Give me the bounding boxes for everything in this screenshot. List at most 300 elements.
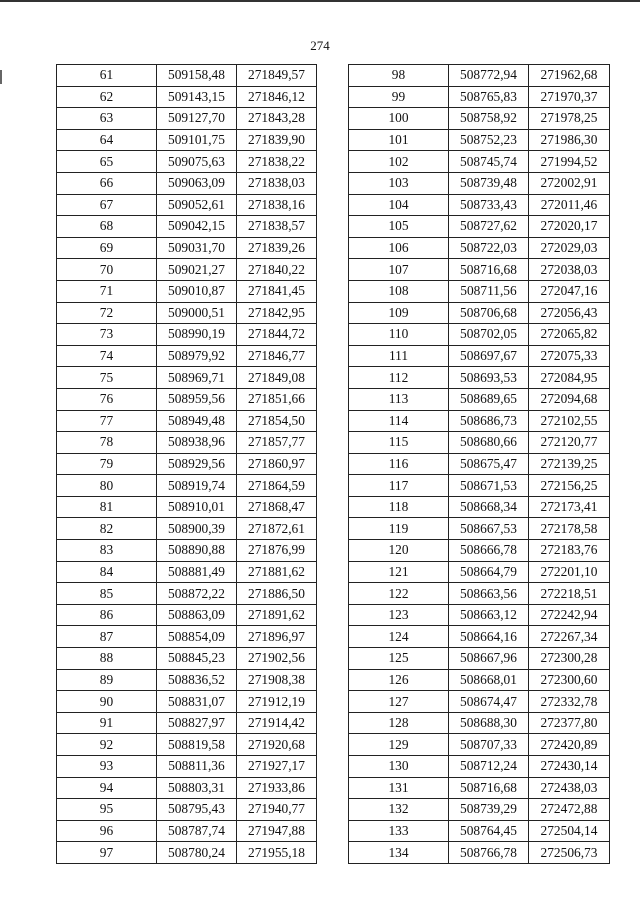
y-coordinate-cell: 271912,19 [237, 691, 317, 713]
y-coordinate-cell: 271838,22 [237, 151, 317, 173]
table-row [57, 345, 317, 367]
table-row [57, 475, 317, 497]
y-coordinate-cell: 271868,47 [237, 496, 317, 518]
table-row [349, 604, 610, 626]
coordinates-table-right-body [349, 65, 610, 864]
y-coordinate-cell: 271947,88 [237, 820, 317, 842]
y-coordinate-cell: 271986,30 [529, 129, 610, 151]
table-row [349, 626, 610, 648]
y-coordinate-cell: 271920,68 [237, 734, 317, 756]
y-coordinate-cell: 271841,45 [237, 280, 317, 302]
point-number-cell: 111 [349, 345, 449, 367]
point-number-cell: 88 [57, 648, 157, 670]
y-coordinate-cell: 272504,14 [529, 820, 610, 842]
point-number-cell: 86 [57, 604, 157, 626]
table-row [57, 820, 317, 842]
y-coordinate-cell: 272178,58 [529, 518, 610, 540]
y-coordinate-cell: 272438,03 [529, 777, 610, 799]
x-coordinate-cell: 509063,09 [157, 172, 237, 194]
x-coordinate-cell: 508910,01 [157, 496, 237, 518]
x-coordinate-cell: 508716,68 [449, 259, 529, 281]
x-coordinate-cell: 508872,22 [157, 583, 237, 605]
x-coordinate-cell: 508664,16 [449, 626, 529, 648]
point-number-cell: 81 [57, 496, 157, 518]
table-row [349, 86, 610, 108]
x-coordinate-cell: 508663,12 [449, 604, 529, 626]
x-coordinate-cell: 508772,94 [449, 65, 529, 87]
table-row [349, 669, 610, 691]
y-coordinate-cell: 271876,99 [237, 540, 317, 562]
y-coordinate-cell: 271962,68 [529, 65, 610, 87]
y-coordinate-cell: 272183,76 [529, 540, 610, 562]
y-coordinate-cell: 271857,77 [237, 432, 317, 454]
x-coordinate-cell: 508667,53 [449, 518, 529, 540]
table-row [57, 561, 317, 583]
point-number-cell: 63 [57, 108, 157, 130]
x-coordinate-cell: 508722,03 [449, 237, 529, 259]
x-coordinate-cell: 508733,43 [449, 194, 529, 216]
x-coordinate-cell: 508689,65 [449, 388, 529, 410]
x-coordinate-cell: 509143,15 [157, 86, 237, 108]
x-coordinate-cell: 508969,71 [157, 367, 237, 389]
y-coordinate-cell: 272002,91 [529, 172, 610, 194]
table-row [349, 324, 610, 346]
table-row [57, 583, 317, 605]
point-number-cell: 79 [57, 453, 157, 475]
table-row [57, 453, 317, 475]
x-coordinate-cell: 508712,24 [449, 756, 529, 778]
table-row [349, 540, 610, 562]
x-coordinate-cell: 508674,47 [449, 691, 529, 713]
point-number-cell: 115 [349, 432, 449, 454]
point-number-cell: 132 [349, 799, 449, 821]
margin-mark [0, 70, 2, 84]
table-row [57, 604, 317, 626]
x-coordinate-cell: 508668,01 [449, 669, 529, 691]
y-coordinate-cell: 272094,68 [529, 388, 610, 410]
x-coordinate-cell: 508949,48 [157, 410, 237, 432]
table-row [57, 237, 317, 259]
y-coordinate-cell: 272156,25 [529, 475, 610, 497]
x-coordinate-cell: 508780,24 [157, 842, 237, 864]
x-coordinate-cell: 508959,56 [157, 388, 237, 410]
y-coordinate-cell: 271978,25 [529, 108, 610, 130]
x-coordinate-cell: 508686,73 [449, 410, 529, 432]
x-coordinate-cell: 509101,75 [157, 129, 237, 151]
point-number-cell: 67 [57, 194, 157, 216]
x-coordinate-cell: 508745,74 [449, 151, 529, 173]
table-row [57, 129, 317, 151]
page-number: 274 [310, 38, 330, 53]
table-row [57, 648, 317, 670]
point-number-cell: 112 [349, 367, 449, 389]
y-coordinate-cell: 271844,72 [237, 324, 317, 346]
x-coordinate-cell: 508707,33 [449, 734, 529, 756]
y-coordinate-cell: 271902,56 [237, 648, 317, 670]
table-row [57, 151, 317, 173]
y-coordinate-cell: 271854,50 [237, 410, 317, 432]
point-number-cell: 85 [57, 583, 157, 605]
table-row [349, 496, 610, 518]
y-coordinate-cell: 271933,86 [237, 777, 317, 799]
point-number-cell: 133 [349, 820, 449, 842]
table-row [349, 518, 610, 540]
y-coordinate-cell: 271970,37 [529, 86, 610, 108]
table-row [57, 756, 317, 778]
point-number-cell: 113 [349, 388, 449, 410]
x-coordinate-cell: 508819,58 [157, 734, 237, 756]
table-row [57, 734, 317, 756]
table-row [57, 388, 317, 410]
x-coordinate-cell: 508795,43 [157, 799, 237, 821]
point-number-cell: 129 [349, 734, 449, 756]
point-number-cell: 131 [349, 777, 449, 799]
table-row [349, 108, 610, 130]
point-number-cell: 98 [349, 65, 449, 87]
point-number-cell: 118 [349, 496, 449, 518]
x-coordinate-cell: 508706,68 [449, 302, 529, 324]
x-coordinate-cell: 508881,49 [157, 561, 237, 583]
y-coordinate-cell: 271955,18 [237, 842, 317, 864]
point-number-cell: 130 [349, 756, 449, 778]
y-coordinate-cell: 272029,03 [529, 237, 610, 259]
point-number-cell: 120 [349, 540, 449, 562]
point-number-cell: 95 [57, 799, 157, 821]
x-coordinate-cell: 508831,07 [157, 691, 237, 713]
table-row [349, 475, 610, 497]
point-number-cell: 94 [57, 777, 157, 799]
y-coordinate-cell: 272332,78 [529, 691, 610, 713]
point-number-cell: 90 [57, 691, 157, 713]
y-coordinate-cell: 271838,57 [237, 216, 317, 238]
table-row [57, 65, 317, 87]
y-coordinate-cell: 272300,60 [529, 669, 610, 691]
y-coordinate-cell: 272201,10 [529, 561, 610, 583]
table-row [349, 237, 610, 259]
point-number-cell: 74 [57, 345, 157, 367]
x-coordinate-cell: 508836,52 [157, 669, 237, 691]
point-number-cell: 114 [349, 410, 449, 432]
y-coordinate-cell: 271860,97 [237, 453, 317, 475]
point-number-cell: 110 [349, 324, 449, 346]
point-number-cell: 102 [349, 151, 449, 173]
point-number-cell: 123 [349, 604, 449, 626]
y-coordinate-cell: 272218,51 [529, 583, 610, 605]
x-coordinate-cell: 508668,34 [449, 496, 529, 518]
x-coordinate-cell: 508854,09 [157, 626, 237, 648]
table-row [57, 86, 317, 108]
table-row [349, 216, 610, 238]
x-coordinate-cell: 508671,53 [449, 475, 529, 497]
point-number-cell: 64 [57, 129, 157, 151]
y-coordinate-cell: 272430,14 [529, 756, 610, 778]
y-coordinate-cell: 271849,57 [237, 65, 317, 87]
table-row [57, 259, 317, 281]
table-row [349, 302, 610, 324]
table-row [57, 540, 317, 562]
table-row [349, 648, 610, 670]
x-coordinate-cell: 509158,48 [157, 65, 237, 87]
table-row [349, 259, 610, 281]
y-coordinate-cell: 271838,03 [237, 172, 317, 194]
point-number-cell: 77 [57, 410, 157, 432]
y-coordinate-cell: 271896,97 [237, 626, 317, 648]
table-row [349, 432, 610, 454]
x-coordinate-cell: 508716,68 [449, 777, 529, 799]
y-coordinate-cell: 272020,17 [529, 216, 610, 238]
point-number-cell: 109 [349, 302, 449, 324]
table-row [57, 367, 317, 389]
y-coordinate-cell: 272038,03 [529, 259, 610, 281]
table-row [57, 432, 317, 454]
point-number-cell: 97 [57, 842, 157, 864]
point-number-cell: 72 [57, 302, 157, 324]
y-coordinate-cell: 271872,61 [237, 518, 317, 540]
x-coordinate-cell: 508675,47 [449, 453, 529, 475]
x-coordinate-cell: 509075,63 [157, 151, 237, 173]
point-number-cell: 96 [57, 820, 157, 842]
point-number-cell: 127 [349, 691, 449, 713]
point-number-cell: 92 [57, 734, 157, 756]
point-number-cell: 107 [349, 259, 449, 281]
table-row [349, 172, 610, 194]
point-number-cell: 65 [57, 151, 157, 173]
x-coordinate-cell: 508764,45 [449, 820, 529, 842]
x-coordinate-cell: 508663,56 [449, 583, 529, 605]
point-number-cell: 69 [57, 237, 157, 259]
table-row [57, 324, 317, 346]
y-coordinate-cell: 272065,82 [529, 324, 610, 346]
point-number-cell: 108 [349, 280, 449, 302]
table-row [349, 65, 610, 87]
x-coordinate-cell: 508711,56 [449, 280, 529, 302]
point-number-cell: 117 [349, 475, 449, 497]
x-coordinate-cell: 508929,56 [157, 453, 237, 475]
point-number-cell: 68 [57, 216, 157, 238]
y-coordinate-cell: 271940,77 [237, 799, 317, 821]
y-coordinate-cell: 271891,62 [237, 604, 317, 626]
point-number-cell: 105 [349, 216, 449, 238]
x-coordinate-cell: 508688,30 [449, 712, 529, 734]
point-number-cell: 124 [349, 626, 449, 648]
table-row [349, 820, 610, 842]
table-row [349, 583, 610, 605]
point-number-cell: 66 [57, 172, 157, 194]
point-number-cell: 128 [349, 712, 449, 734]
x-coordinate-cell: 509010,87 [157, 280, 237, 302]
point-number-cell: 93 [57, 756, 157, 778]
table-row [349, 345, 610, 367]
coordinates-table-right [348, 64, 610, 864]
y-coordinate-cell: 271908,38 [237, 669, 317, 691]
table-row [349, 691, 610, 713]
point-number-cell: 116 [349, 453, 449, 475]
table-row [349, 410, 610, 432]
x-coordinate-cell: 508739,48 [449, 172, 529, 194]
x-coordinate-cell: 508765,83 [449, 86, 529, 108]
table-row [57, 691, 317, 713]
table-row [57, 626, 317, 648]
point-number-cell: 83 [57, 540, 157, 562]
y-coordinate-cell: 271994,52 [529, 151, 610, 173]
point-number-cell: 103 [349, 172, 449, 194]
y-coordinate-cell: 271927,17 [237, 756, 317, 778]
x-coordinate-cell: 508758,92 [449, 108, 529, 130]
table-row [349, 453, 610, 475]
x-coordinate-cell: 508766,78 [449, 842, 529, 864]
x-coordinate-cell: 509031,70 [157, 237, 237, 259]
y-coordinate-cell: 272242,94 [529, 604, 610, 626]
point-number-cell: 62 [57, 86, 157, 108]
x-coordinate-cell: 508803,31 [157, 777, 237, 799]
y-coordinate-cell: 272011,46 [529, 194, 610, 216]
x-coordinate-cell: 508845,23 [157, 648, 237, 670]
y-coordinate-cell: 271840,22 [237, 259, 317, 281]
point-number-cell: 119 [349, 518, 449, 540]
x-coordinate-cell: 508702,05 [449, 324, 529, 346]
x-coordinate-cell: 508919,74 [157, 475, 237, 497]
table-row [349, 712, 610, 734]
table-row [349, 194, 610, 216]
point-number-cell: 87 [57, 626, 157, 648]
point-number-cell: 75 [57, 367, 157, 389]
y-coordinate-cell: 271843,28 [237, 108, 317, 130]
point-number-cell: 89 [57, 669, 157, 691]
table-row [57, 194, 317, 216]
x-coordinate-cell: 509052,61 [157, 194, 237, 216]
table-row [57, 496, 317, 518]
x-coordinate-cell: 508900,39 [157, 518, 237, 540]
top-border-line [0, 0, 640, 2]
point-number-cell: 104 [349, 194, 449, 216]
table-row [349, 129, 610, 151]
x-coordinate-cell: 508890,88 [157, 540, 237, 562]
table-row [349, 777, 610, 799]
table-row [57, 302, 317, 324]
y-coordinate-cell: 272300,28 [529, 648, 610, 670]
x-coordinate-cell: 508739,29 [449, 799, 529, 821]
x-coordinate-cell: 509127,70 [157, 108, 237, 130]
table-row [349, 561, 610, 583]
table-row [349, 842, 610, 864]
table-row [57, 669, 317, 691]
point-number-cell: 134 [349, 842, 449, 864]
x-coordinate-cell: 509042,15 [157, 216, 237, 238]
point-number-cell: 101 [349, 129, 449, 151]
x-coordinate-cell: 508697,67 [449, 345, 529, 367]
table-row [57, 842, 317, 864]
y-coordinate-cell: 271846,77 [237, 345, 317, 367]
y-coordinate-cell: 271886,50 [237, 583, 317, 605]
table-row [57, 799, 317, 821]
y-coordinate-cell: 271914,42 [237, 712, 317, 734]
y-coordinate-cell: 272047,16 [529, 280, 610, 302]
y-coordinate-cell: 272267,34 [529, 626, 610, 648]
x-coordinate-cell: 508693,53 [449, 367, 529, 389]
x-coordinate-cell: 508827,97 [157, 712, 237, 734]
table-row [349, 756, 610, 778]
x-coordinate-cell: 508811,36 [157, 756, 237, 778]
y-coordinate-cell: 271839,90 [237, 129, 317, 151]
x-coordinate-cell: 508727,62 [449, 216, 529, 238]
table-row [57, 777, 317, 799]
table-row [349, 280, 610, 302]
point-number-cell: 61 [57, 65, 157, 87]
table-row [349, 799, 610, 821]
table-row [57, 410, 317, 432]
point-number-cell: 125 [349, 648, 449, 670]
y-coordinate-cell: 272084,95 [529, 367, 610, 389]
point-number-cell: 76 [57, 388, 157, 410]
x-coordinate-cell: 508667,96 [449, 648, 529, 670]
y-coordinate-cell: 271839,26 [237, 237, 317, 259]
point-number-cell: 71 [57, 280, 157, 302]
point-number-cell: 121 [349, 561, 449, 583]
point-number-cell: 73 [57, 324, 157, 346]
table-row [349, 734, 610, 756]
x-coordinate-cell: 508938,96 [157, 432, 237, 454]
y-coordinate-cell: 272173,41 [529, 496, 610, 518]
x-coordinate-cell: 508664,79 [449, 561, 529, 583]
x-coordinate-cell: 508863,09 [157, 604, 237, 626]
y-coordinate-cell: 271842,95 [237, 302, 317, 324]
y-coordinate-cell: 272120,77 [529, 432, 610, 454]
point-number-cell: 122 [349, 583, 449, 605]
x-coordinate-cell: 508680,66 [449, 432, 529, 454]
y-coordinate-cell: 272472,88 [529, 799, 610, 821]
y-coordinate-cell: 271881,62 [237, 561, 317, 583]
y-coordinate-cell: 272420,89 [529, 734, 610, 756]
point-number-cell: 82 [57, 518, 157, 540]
x-coordinate-cell: 508787,74 [157, 820, 237, 842]
y-coordinate-cell: 271849,08 [237, 367, 317, 389]
point-number-cell: 80 [57, 475, 157, 497]
x-coordinate-cell: 509000,51 [157, 302, 237, 324]
table-row [57, 216, 317, 238]
point-number-cell: 84 [57, 561, 157, 583]
table-row [349, 367, 610, 389]
table-row [57, 172, 317, 194]
table-row [57, 712, 317, 734]
point-number-cell: 70 [57, 259, 157, 281]
table-row [57, 518, 317, 540]
coordinates-table-left-body [57, 65, 317, 864]
y-coordinate-cell: 272506,73 [529, 842, 610, 864]
y-coordinate-cell: 272102,55 [529, 410, 610, 432]
table-row [349, 151, 610, 173]
y-coordinate-cell: 271846,12 [237, 86, 317, 108]
y-coordinate-cell: 272056,43 [529, 302, 610, 324]
table-row [57, 108, 317, 130]
table-row [57, 280, 317, 302]
y-coordinate-cell: 271851,66 [237, 388, 317, 410]
y-coordinate-cell: 272075,33 [529, 345, 610, 367]
y-coordinate-cell: 271864,59 [237, 475, 317, 497]
point-number-cell: 100 [349, 108, 449, 130]
x-coordinate-cell: 508979,92 [157, 345, 237, 367]
y-coordinate-cell: 272139,25 [529, 453, 610, 475]
point-number-cell: 126 [349, 669, 449, 691]
coordinates-table-left [56, 64, 317, 864]
point-number-cell: 106 [349, 237, 449, 259]
x-coordinate-cell: 509021,27 [157, 259, 237, 281]
y-coordinate-cell: 272377,80 [529, 712, 610, 734]
point-number-cell: 99 [349, 86, 449, 108]
y-coordinate-cell: 271838,16 [237, 194, 317, 216]
point-number-cell: 91 [57, 712, 157, 734]
x-coordinate-cell: 508990,19 [157, 324, 237, 346]
table-row [349, 388, 610, 410]
